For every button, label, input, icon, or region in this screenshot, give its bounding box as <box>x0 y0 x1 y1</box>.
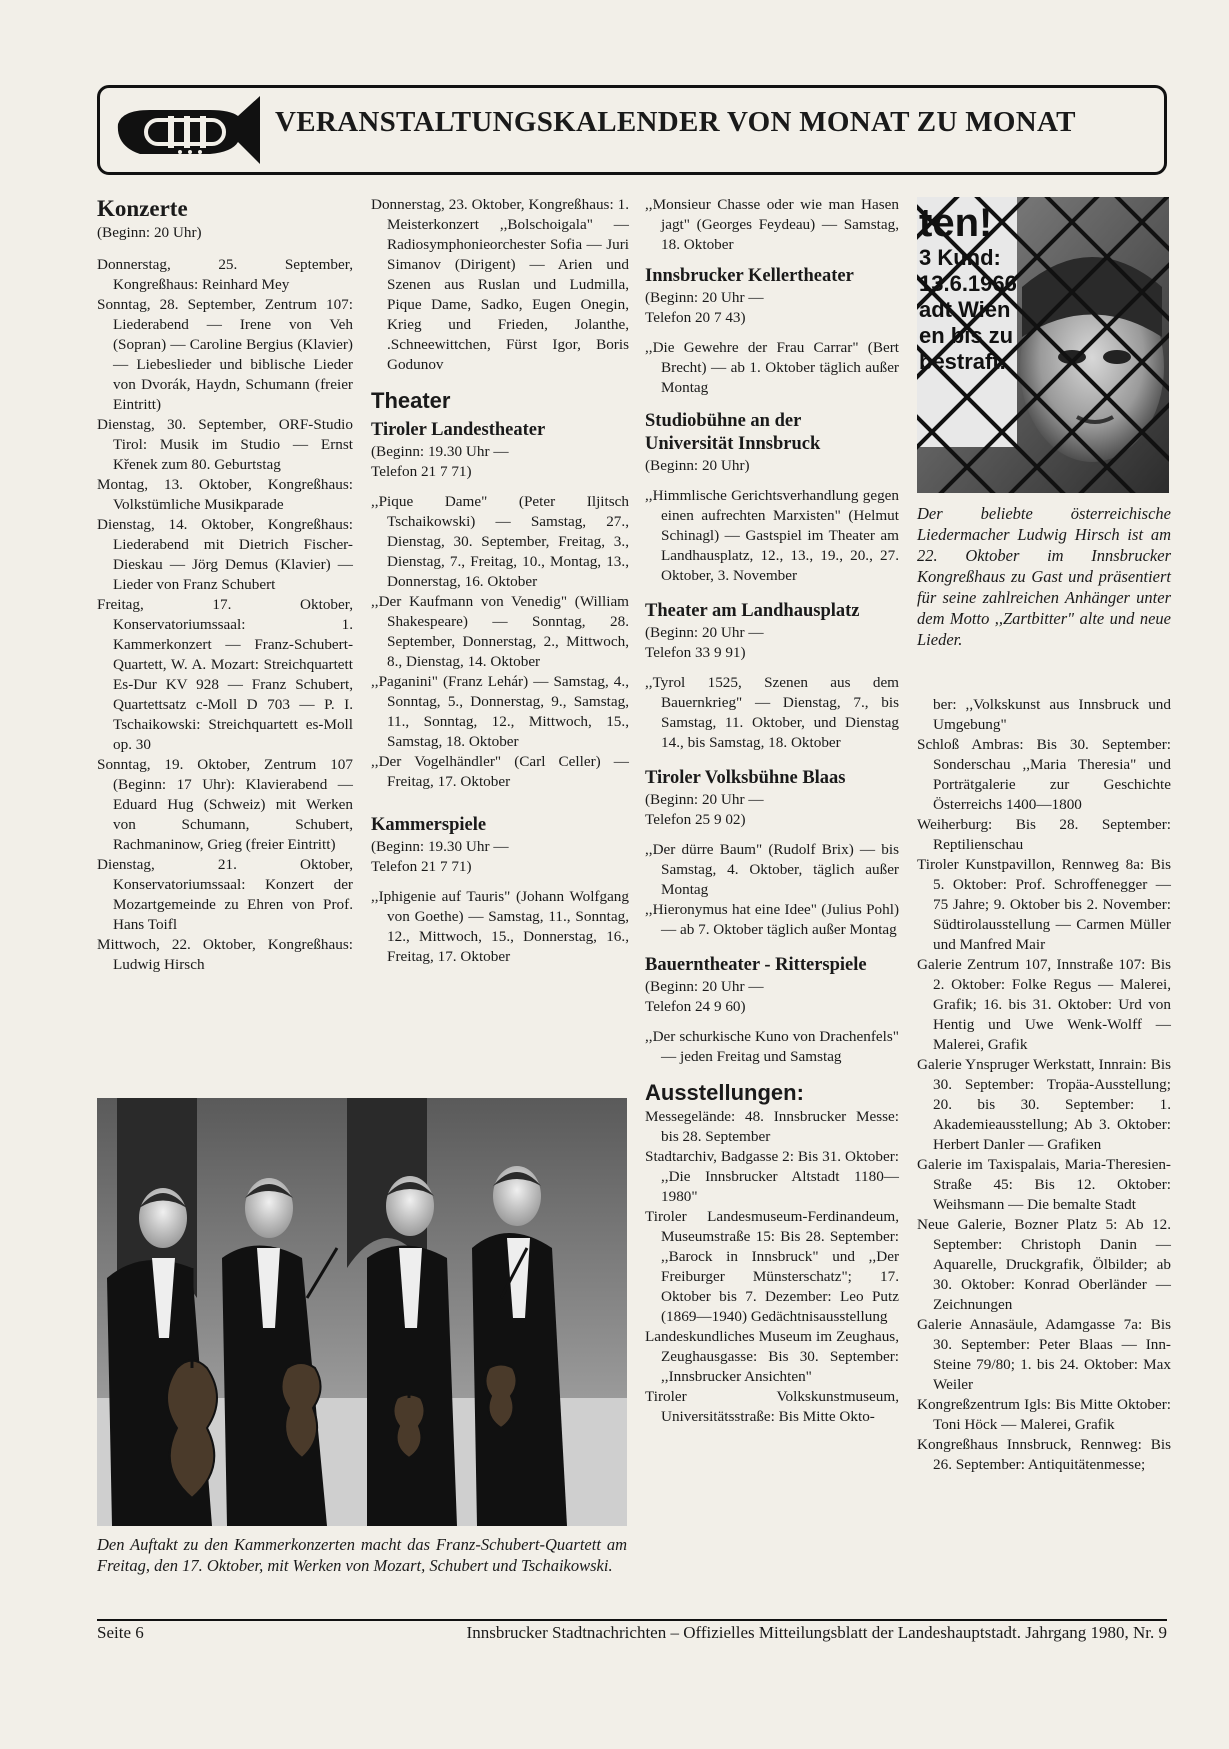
exhibition-entry: Galerie Zentrum 107, Innstraße 107: Bis 2. Oktober: Folke Regus — Malerei, Grafik; 16. bis 31. Oktober: Urd von Hentig und Uwe Wenk-Wolff — Malerei, Grafik <box>917 956 1171 1053</box>
exhibition-entry: Weiherburg: Bis 28. September: Reptilienschau <box>917 816 1171 853</box>
play-entry: ,,Die Gewehre der Frau Carrar" (Bert Brecht) — ab 1. Oktober täglich außer Montag <box>645 339 899 396</box>
sign-line: 3 Kund: <box>919 245 1001 270</box>
exhibition-entry: Stadtarchiv, Badgasse 2: Bis 31. Oktober: ,,Die Innsbrucker Altstadt 1180—1980" <box>645 1148 899 1205</box>
exhibition-entry: Galerie Ynspruger Werkstatt, Innrain: Bis 30. September: Tropäa-Ausstellung; 20. bis 30. September: 1. Akademieausstellung; Ab 3. Oktober: Herbert Danler — Grafiken <box>917 1056 1171 1153</box>
exhibition-entry: Kongreßzentrum Igls: Bis Mitte Oktober: Toni Höck — Malerei, Grafik <box>917 1396 1171 1433</box>
play-entry: ,,Der dürre Baum" (Rudolf Brix) — bis Samstag, 4. Oktober, täglich außer Montag <box>645 841 899 898</box>
play-entry: ,,Monsieur Chasse oder wie man Hasen jagt" (Georges Feydeau) — Samstag, 18. Oktober <box>645 196 899 253</box>
sign-line: en bis zu <box>919 323 1014 348</box>
theater-column <box>371 195 629 967</box>
calendar-banner <box>97 85 1167 175</box>
page-number: Seite 6 <box>97 1623 144 1642</box>
venue-heading: Tiroler Volksbühne Blaas <box>645 768 846 788</box>
footer-divider <box>97 1619 1167 1621</box>
theater-heading: Theater <box>371 388 451 413</box>
venue-heading: Innsbrucker Kellertheater <box>645 266 854 286</box>
play-entry: ,,Iphigenie auf Tauris" (Johann Wolfgang von Goethe) — Samstag, 11., Sonntag, 12., Mittwoch, 15., Donnerstag, 16., Freitag, 17. Oktober <box>371 888 629 965</box>
play-entry: ,,Tyrol 1525, Szenen aus dem Bauernkrieg" — Dienstag, 7., bis Samstag, 11. Oktober, und Dienstag 14., bis Samstag, 18. Oktober <box>645 674 899 751</box>
venue-phone: Telefon 33 9 91) <box>645 644 746 661</box>
quartet-photo-art <box>97 1098 627 1526</box>
venue-heading: Theater am Landhausplatz <box>645 601 860 621</box>
exhibition-entry: Messegelände: 48. Innsbrucker Messe: bis 28. September <box>645 1108 899 1145</box>
venue-heading: Tiroler Landestheater <box>371 420 546 440</box>
venue-heading: Universität Innsbruck <box>645 434 821 454</box>
banner-title: VERANSTALTUNGSKALENDER VON MONAT ZU MONAT <box>275 106 1076 138</box>
play-entry: ,,Paganini" (Franz Lehár) — Samstag, 4., Sonntag, 5., Donnerstag, 9., Samstag, 11., Sonntag, 12., Mittwoch, 15., Samstag, 18. Oktober <box>371 673 629 750</box>
play-entry: ,,Der Kaufmann von Venedig" (William Shakespeare) — Sonntag, 28. September, Donnerstag, 2., Mittwoch, 8., Dienstag, 14. Oktober <box>371 593 629 670</box>
exhibition-entry: Neue Galerie, Bozner Platz 5: Ab 12. September: Christoph Danin — Aquarelle, Druckgrafik, Ölbilder; ab 30. Oktober: Konrad Oberländer — Zeichnungen <box>917 1216 1171 1313</box>
concert-entry: Mittwoch, 22. Oktober, Kongreßhaus: Ludwig Hirsch <box>97 936 353 973</box>
venue-phone: Telefon 24 9 60) <box>645 998 746 1015</box>
venue-heading: Kammerspiele <box>371 815 487 835</box>
publication-info: Innsbrucker Stadtnachrichten – Offizielles Mitteilungsblatt der Landeshauptstadt. Jahrgang 1980, Nr. 9 <box>466 1623 1167 1642</box>
sign-line: 13.6.1966 <box>919 271 1017 296</box>
concert-entry: Dienstag, 14. Oktober, Kongreßhaus: Liederabend mit Dietrich Fischer-Dieskau — Jörg Demus (Klavier) — Lieder von Franz Schubert <box>97 516 353 593</box>
play-entry: ,,Hieronymus hat eine Idee" (Julius Pohl) — ab 7. Oktober täglich außer Montag <box>645 901 899 938</box>
venue-heading: Studiobühne an der <box>645 411 802 431</box>
exhibition-entry: ber: ,,Volkskunst aus Innsbruck und Umgebung" <box>933 696 1171 733</box>
concerts-column <box>97 195 353 975</box>
concerts-heading: Konzerte <box>97 196 188 221</box>
venue-start-time: (Beginn: 20 Uhr — <box>645 289 764 306</box>
concerts-start-time: (Beginn: 20 Uhr) <box>97 224 202 241</box>
page-footer <box>97 1622 1167 1644</box>
concert-entry: Donnerstag, 25. September, Kongreßhaus: Reinhard Mey <box>97 256 353 293</box>
exhibition-entry: Schloß Ambras: Bis 30. September: Sonderschau ,,Maria Theresia" und Porträtgalerie zur Geschichte Österreichs 1400—1800 <box>917 736 1171 813</box>
sign-line: adt Wien <box>919 297 1011 322</box>
play-entry: ,,Himmlische Gerichtsverhandlung gegen einen aufrechten Marxisten" (Helmut Schinagl) — Gastspiel im Theater am Landhausplatz, 12., 13., 19., 20., 27. Oktober, 3. November <box>645 487 899 584</box>
venue-heading: Bauerntheater - Ritterspiele <box>645 955 867 975</box>
exhibition-entry: Galerie im Taxispalais, Maria-Theresien-Straße 45: Bis 12. Oktober: Weihsmann — Die bemalte Stadt <box>917 1156 1171 1213</box>
venue-phone: Telefon 21 7 71) <box>371 858 472 875</box>
exhibition-entry: Galerie Annasäule, Adamgasse 7a: Bis 30. September: Peter Blaas — Inn-Steine 79/80; 1. bis 24. Oktober: Max Weiler <box>917 1316 1171 1393</box>
concert-entry: Sonntag, 28. September, Zentrum 107: Liederabend — Irene von Veh (Sopran) — Caroline Bergius (Klavier) — Liebeslieder und biblische Lieder von Dvorák, Haydn, Schumann (freier Eintritt) <box>97 296 353 413</box>
exhibition-entry: Landeskundliches Museum im Zeughaus, Zeughausgasse: Bis 30. September: ,,Innsbrucker Ansichten" <box>645 1328 899 1385</box>
play-entry: ,,Der Vogelhändler" (Carl Celler) — Freitag, 17. Oktober <box>371 753 629 790</box>
venue-start-time: (Beginn: 19.30 Uhr — <box>371 838 509 855</box>
venue-phone: Telefon 21 7 71) <box>371 463 472 480</box>
schubert-quartet-photo <box>97 1098 627 1526</box>
venue-start-time: (Beginn: 20 Uhr — <box>645 624 764 641</box>
hirsch-caption: Der beliebte österreichische Liedermacher Ludwig Hirsch ist am 22. Oktober im Innsbrucker Kongreßhaus zu Gast und präsentiert für seine zahlreichen Anhänger unter dem Motto ,,Zartbitter" alte und neue Lieder. <box>917 504 1171 649</box>
quartet-caption: Den Auftakt zu den Kammerkonzerten macht das Franz-Schubert-Quartett am Freitag, den 17. Oktober, mit Werken von Mozart, Schubert und Tschaikowski. <box>97 1535 627 1575</box>
concert-entry: Donnerstag, 23. Oktober, Kongreßhaus: 1. Meisterkonzert ,,Bolschoigala" — Radiosymphonieorchester Sofia — Juri Simanov (Dirigent) — Arien und Szenen aus Ruslan und Ludmilla, Pique Dame, Sadko, Eugen Onegin, Krieg und Frieden, Jolanthe, .Schneewittchen, Fürst Igor, Boris Godunov <box>371 196 629 373</box>
ludwig-hirsch-photo <box>917 197 1169 493</box>
play-entry: ,,Der schurkische Kuno von Drachenfels" — jeden Freitag und Samstag <box>645 1028 899 1065</box>
sign-line: ten! <box>919 201 993 245</box>
concert-entry: Montag, 13. Oktober, Kongreßhaus: Volkstümliche Musikparade <box>97 476 353 513</box>
concert-entry: Freitag, 17. Oktober, Konservatoriumssaal: 1. Kammerkonzert — Franz-Schubert-Quartett, W. A. Mozart: Streichquartett Es-Dur KV 928 — Franz Schubert, Quartettsatz c-Moll D 703 — P. I. Tschaikowski: Streichquartett es-Moll op. 30 <box>97 596 353 753</box>
theater-column-2 <box>645 195 899 1427</box>
venue-start-time: (Beginn: 20 Uhr — <box>645 791 764 808</box>
venue-start-time: (Beginn: 20 Uhr — <box>645 978 764 995</box>
exhibition-entry: Tiroler Landesmuseum-Ferdinandeum, Museumstraße 15: Bis 28. September: ,,Barock in Innsbruck" und ,,Der Freiburger Münsterschatz"; 17. Oktober bis 7. Dezember: Leo Putz (1869—1940) Gedächtnisausstellung <box>645 1208 899 1325</box>
exhibition-entry: Tiroler Kunstpavillon, Rennweg 8a: Bis 5. Oktober: Prof. Schroffenegger — 75 Jahre; 9. Oktober bis 2. November: Südtirolausstellung — Carmen Müller und Manfred Mair <box>917 856 1171 953</box>
concert-entry: Dienstag, 30. September, ORF-Studio Tirol: Musik im Studio — Ernst Křenek zum 80. Geburtstag <box>97 416 353 473</box>
concert-entry: Dienstag, 21. Oktober, Konservatoriumssaal: Konzert der Mozartgemeinde zu Ehren von Prof. Hans Toifl <box>97 856 353 933</box>
venue-phone: Telefon 25 9 02) <box>645 811 746 828</box>
venue-start-time: (Beginn: 20 Uhr) <box>645 457 750 474</box>
venue-start-time: (Beginn: 19.30 Uhr — <box>371 443 509 460</box>
exhibitions-column <box>917 695 1171 1475</box>
exhibition-entry: Kongreßhaus Innsbruck, Rennweg: Bis 26. September: Antiquitätenmesse; <box>917 1436 1171 1473</box>
venue-phone: Telefon 20 7 43) <box>645 309 746 326</box>
play-entry: ,,Pique Dame" (Peter Iljitsch Tschaikowski) — Samstag, 27., Dienstag, 30. September, Freitag, 3., Dienstag, 7., Freitag, 10., Montag, 13., Donnerstag, 16. Oktober <box>371 493 629 590</box>
exhibition-entry: Tiroler Volkskunstmuseum, Universitätsstraße: Bis Mitte Okto- <box>645 1388 899 1425</box>
sign-line: bestraft. <box>919 349 1006 374</box>
tuba-icon <box>110 94 265 166</box>
concert-entry: Sonntag, 19. Oktober, Zentrum 107 (Beginn: 17 Uhr): Klavierabend — Eduard Hug (Schweiz) mit Werken von Schumann, Schubert, Rachmaninow, Grieg (freier Eintritt) <box>97 756 353 853</box>
photo-sign <box>919 201 1015 375</box>
exhibitions-heading: Ausstellungen: <box>645 1080 804 1105</box>
